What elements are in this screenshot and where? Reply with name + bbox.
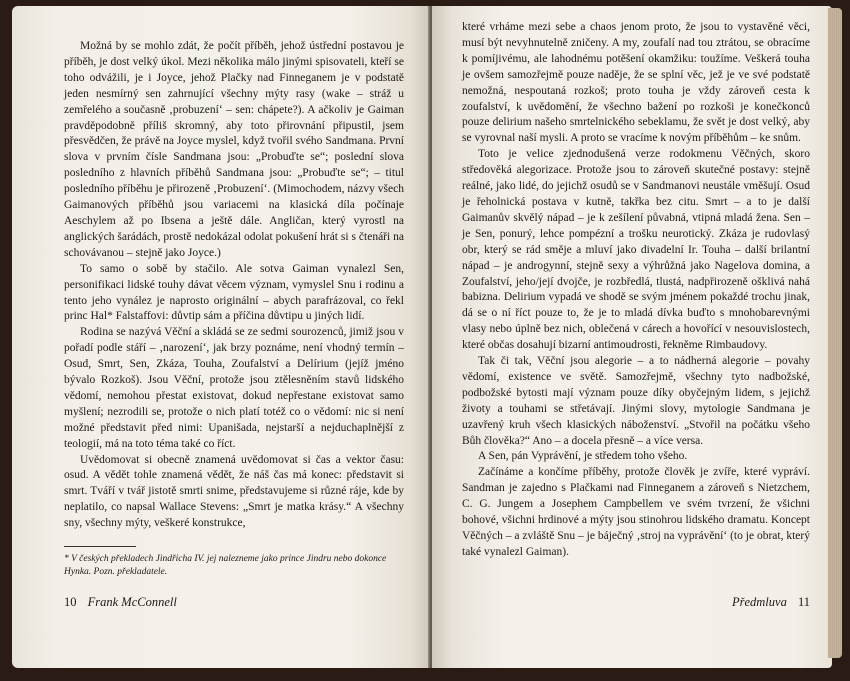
left-folio xyxy=(64,595,185,610)
footnote-divider xyxy=(64,546,136,547)
left-running-head: Frank McConnell xyxy=(87,595,177,609)
left-paragraph-3: Rodina se nazývá Věční a skládá se ze sedmi sourozenců, jimiž jsou v pořadí podle stáří – ‚narození‘, jak brzy poznáme, není vhodný termín – Osud, Smrt, Sen, Zkáza, Touha, Zoufalství a Delírium (jejíž jméno bývalo Rozkoš). Jsou Věční, protože jsou ztělesněním stavů lidského vědomí, nemohou přestat existovat, dokud nepřestane existovat samo myšlení; nezrodili se, protože o nich platí totéž co o vědomí: nic si není možné představit před nimi: Upanišada, nejstarší a nejduchaplnější z teologií, má na toto téma také co říct. xyxy=(64,326,404,450)
right-page-number: 11 xyxy=(797,595,810,609)
left-paragraph-2: To samo o sobě by stačilo. Ale sotva Gaiman vynalezl Sen, personifikaci lidské touhy dávat věcem význam, vymyslel Snu i rodinu a tento jeho vynález je naprosto originální – abych parafrázoval, co řekl princ Hal* Falstaffovi: důvtip sám a příčina důvtipu u jiných lidí. xyxy=(64,262,404,323)
right-page xyxy=(432,6,832,668)
right-paragraph-3: Tak či tak, Věční jsou alegorie – a to nádherná alegorie – povahy vědomí, existence ve světě. Samozřejmě, všechny tyto nadbožské, podbožské bytosti mají význam pouze díky obyčejným lidem, s jejichž životy a touhami se střetávají. Jinými slovy, mytologie Sandmana je uzavřený kruh všech klasických náboženství. „Stvořil na počátku všeho Bůh člověka?“ Ano – a docela přesně – a více versa. xyxy=(462,355,810,447)
right-paragraph-1: které vrháme mezi sebe a chaos jenom proto, že jsou to vystavěné věci, musí být nevyhnutelně zničeny. A my, zoufalí nad tou ztrátou, se obracíme k pomíjivému, ale lahodnému potěšení okamžiku: toužíme. Veškerá touha je ovšem samozřejmě pouze naděje, že se splní věc, jež je ve své podstatě nemožná, nespoutaná rozkoš; proto touha je vždy zároveň cesta k zoufalství, k uvědomění, že všechno bažení po rozkoši je konečkonců pouze delirium našeho smrtelnického sebeklamu, že svět je dost velký, aby se vyrovnal naší mysli. A proto se vracíme k novým příběhům – ke snům. xyxy=(462,21,810,145)
right-paragraph-5: Začínáme a končíme příběhy, protože člověk je zvíře, které vypráví. Sandman je zajedno s Plačkami nad Finneganem a zároveň s Nietzchem, C. G. Jungem a Josephem Campbellem ve svém tvrzení, že všichni bohové, všichni hrdinové a mýty jsou stinohrou lidského dramatu. Koncept Věčných – a zvláště Snu – je báječný ‚stroj na vyprávění‘ (to je obrat, který také vynalezl Gaiman). xyxy=(462,466,810,558)
right-paragraph-4: A Sen, pán Vyprávění, je středem toho všeho. xyxy=(478,450,688,463)
footnote: * V českých překladech Jindřicha IV. jej nalezneme jako prince Jindru nebo dokonce Hynka. Pozn. překladatele. xyxy=(64,554,387,578)
left-paragraph-1: Možná by se mohlo zdát, že počít příběh, jehož ústřední postavou je příběh, je dost velký úkol. Mezi několika málo jinými spisovateli, kteří se toho odvážili, je i Joyce, jehož Plačky nad Finneganem je v podstatě jeden nesmírný sen zahrnující všechny mýty rasy (wake – stráž u zemřelého a současně ‚probuzení‘ – sen: chápete?). A ačkoliv je Gaiman pravděpodobně příliš skromný, aby toto přirovnání připustil, jsem přesvědčen, že právě na Joyce myslel, když tvořil svého Sandmana. První slova v prvním čísle Sandmana jsou: „Probuďte se“; poslední slova posledního z hlavních příběhů Sandmana jsou: „Probuďte se“; – titul posledního příběhu je přirozeně ‚Probuzení‘. (Mimochodem, názvy všech Gaimanových příběhů jsou variacemi na klasická díla počínaje Aeschylem až po Ibsena a ještě dále. Angličan, který vyrostl na anglických šarádách, prostě nedokázal odolat pokušení hrát si s čtenáři na schovávanou – stejně jako Joyce.) xyxy=(64,40,404,259)
right-running-head: Předmluva xyxy=(731,595,787,609)
left-page xyxy=(12,6,430,668)
page-edges xyxy=(828,8,842,658)
left-paragraph-4: Uvědomovat si obecně znamená uvědomovat si čas a vektor času: osud. A vědět tohle znamená vědět, že náš čas má konec: představit si smrt. Tváří v tvář jistotě smrti snime, představujeme si různé ráje, kde by neplatilo, co napsal Wallace Stevens: „Smrt je matka krásy.“ A všechny sny, všechny mýty, veškeré konstrukce, xyxy=(64,453,404,530)
left-page-number: 10 xyxy=(64,595,77,609)
right-folio xyxy=(724,595,810,610)
right-paragraph-2: Toto je velice zjednodušená verze rodokmenu Věčných, skoro středověká alegorizace. Protože jsou to zároveň skutečné postavy: stejně reálné, jako lidé, do jejichž osudů se v Sandmanovi neustále vměšují. Osud je řeholnická postava v kutně, takřka bez citu. Smrt – a to je další Gaimanův skvělý nápad – je k zešílení půvabná, vtipná mladá žena. Sen – je Sen, ponurý, lehce pompézní a trošku neurotický. Zkáza je rudovlasý obr, který se rád směje a mluví jako divadelní Ir. Touha – další brilantní nápad – je androgynní, stejně sexy a výhrůžná jako Nagelova domina, a Zoufalství, jeho/její dvojče, je rozbředlá, tlustá, nadpřirozeně ošklivá nahá babizna. Delirium vypadá ve shodě se svým jménem pokaždé trochu jinak, dá se o ní říct pouze to, že je to mladá dívka buďto s mnohobarevnými vlasy nebo úplně bez nich, oblečená v cárech a hovořící v nesouvislostech, které občas dosahují bizarní antimoudrosti, řekněme Rimbaudovy. xyxy=(462,148,810,352)
